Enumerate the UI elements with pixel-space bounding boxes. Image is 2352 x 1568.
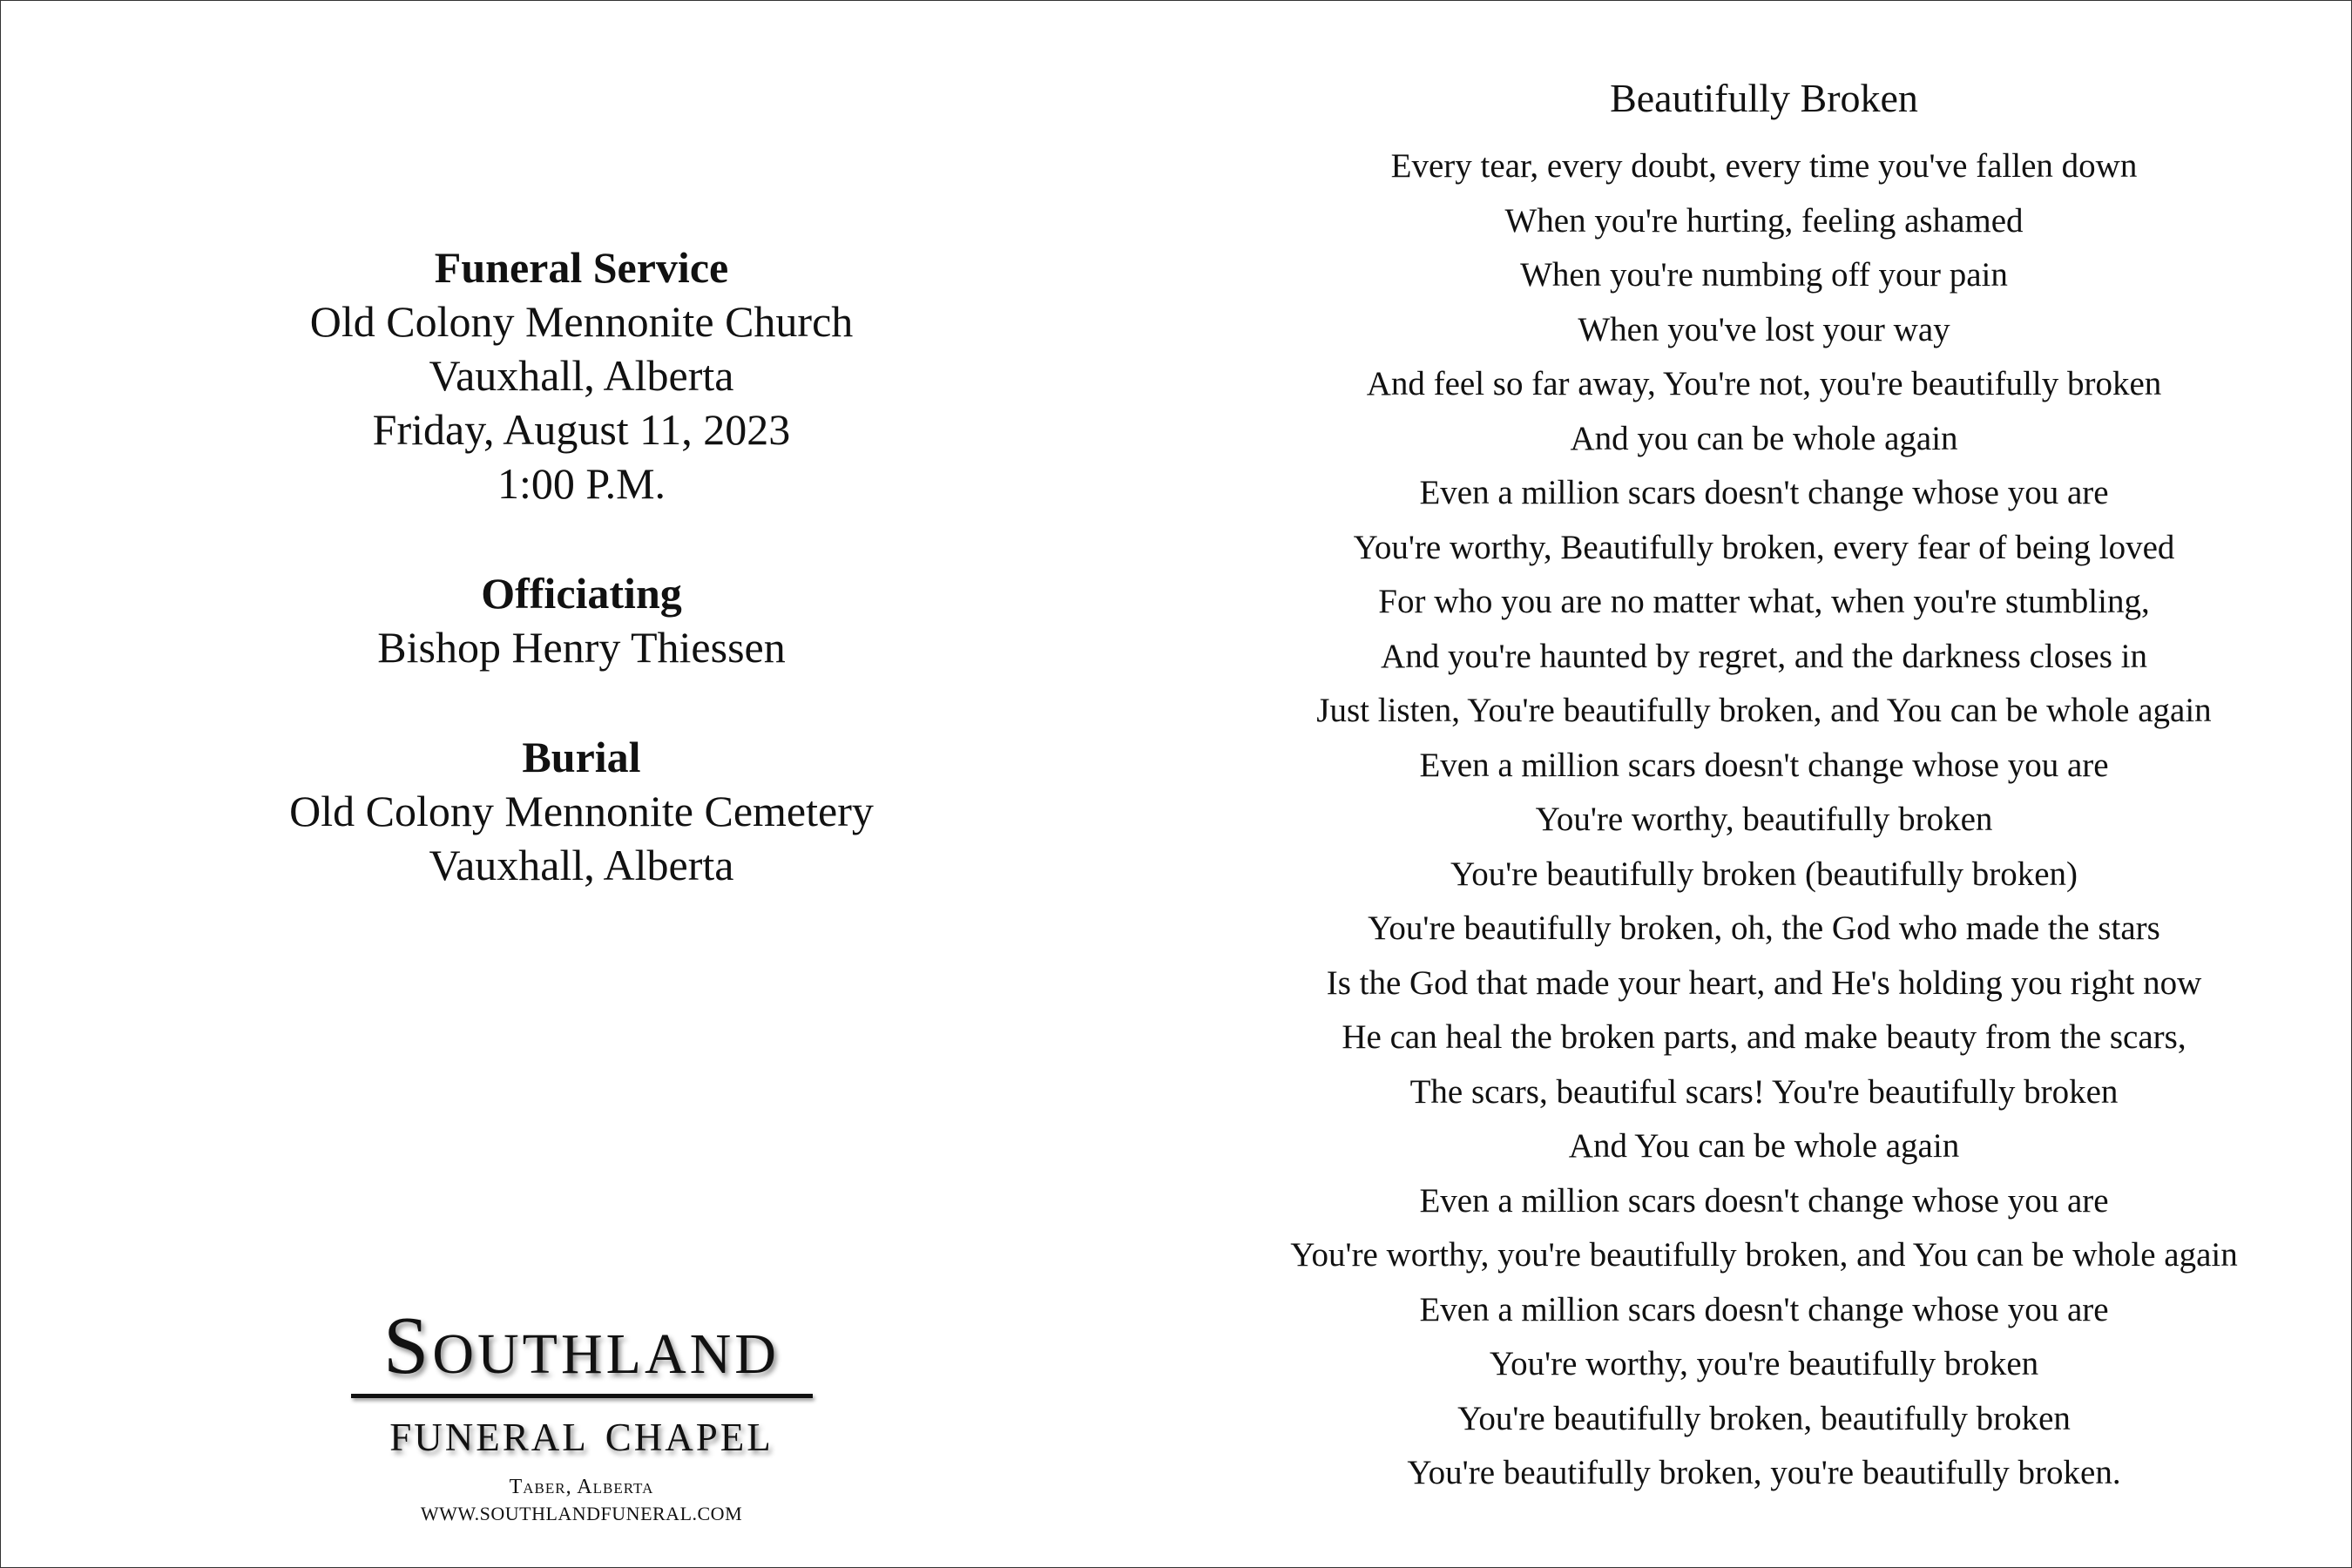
poem-line: Every tear, every doubt, every time you've fallen down (1390, 147, 2138, 185)
poem-line: Even a million scars doesn't change whose you are (1419, 1181, 2109, 1220)
burial-cemetery: Old Colony Mennonite Cemetery (289, 787, 874, 835)
poem-line: Just listen, You're beautifully broken, and You can be whole again (1316, 692, 2212, 729)
logo-city: Taber, Alberta (509, 1476, 654, 1498)
poem-line: For who you are no matter what, when you're stumbling, (1378, 583, 2150, 620)
poem-line: He can heal the broken parts, and make beauty from the scars, (1342, 1018, 2186, 1056)
poem-line: The scars, beautiful scars! You're beautifully broken (1409, 1072, 2119, 1111)
poem-panel (1189, 68, 2339, 1501)
funeral-date: Friday, August 11, 2023 (372, 405, 791, 454)
poem-line: When you've lost your way (1578, 310, 1950, 348)
poem-line: You're worthy, beautifully broken (1535, 801, 1993, 838)
logo-brand-sub: funeral chapel (389, 1401, 774, 1463)
funeral-home-logo (0, 1298, 1163, 1527)
officiating-heading: Officiating (481, 569, 682, 618)
poem-line: You're worthy, you're beautifully broken, and You can be whole again (1290, 1236, 2238, 1274)
poem-line: Is the God that made your heart, and He's holding you right now (1326, 963, 2202, 1002)
service-details-panel (0, 0, 1163, 1568)
logo-brand-main: Southland (383, 1301, 780, 1391)
funeral-church: Old Colony Mennonite Church (309, 297, 854, 346)
burial-heading: Burial (522, 733, 641, 781)
officiant-name: Bishop Henry Thiessen (377, 623, 786, 672)
funeral-service-block (0, 240, 1163, 510)
poem-line: And you can be whole again (1570, 419, 1958, 457)
poem-line: You're beautifully broken (beautifully broken) (1450, 855, 2078, 893)
funeral-location: Vauxhall, Alberta (429, 351, 734, 400)
poem-line: You're worthy, Beautifully broken, every fear of being loved (1353, 528, 2175, 566)
funeral-time: 1:00 P.M. (497, 459, 666, 508)
poem-line: You're beautifully broken, you're beautifully broken. (1407, 1454, 2121, 1491)
poem-line: And You can be whole again (1568, 1127, 1960, 1165)
burial-block (0, 730, 1163, 892)
officiating-block (0, 566, 1163, 674)
logo-website: WWW.SOUTHLANDFUNERAL.COM (420, 1503, 743, 1524)
poem-line: You're beautifully broken, oh, the God who made the stars (1368, 909, 2160, 947)
poem-line: Even a million scars doesn't change whose you are (1419, 1290, 2109, 1328)
poem-line: When you're hurting, feeling ashamed (1504, 201, 2024, 240)
poem-line: Even a million scars doesn't change whose you are (1419, 474, 2109, 511)
funeral-service-heading: Funeral Service (434, 243, 729, 292)
burial-location: Vauxhall, Alberta (429, 841, 734, 889)
logo-divider (351, 1394, 813, 1398)
poem-title: Beautifully Broken (1610, 76, 1918, 120)
poem-line: And feel so far away, You're not, you're beautifully broken (1366, 365, 2162, 402)
poem-line: Even a million scars doesn't change whose you are (1419, 746, 2109, 784)
poem-line: When you're numbing off your pain (1520, 256, 2008, 294)
poem-line: You're beautifully broken, beautifully broken (1457, 1399, 2071, 1437)
poem-line: You're worthy, you're beautifully broken (1489, 1345, 2039, 1382)
poem-line: And you're haunted by regret, and the darkness closes in (1381, 637, 2147, 675)
